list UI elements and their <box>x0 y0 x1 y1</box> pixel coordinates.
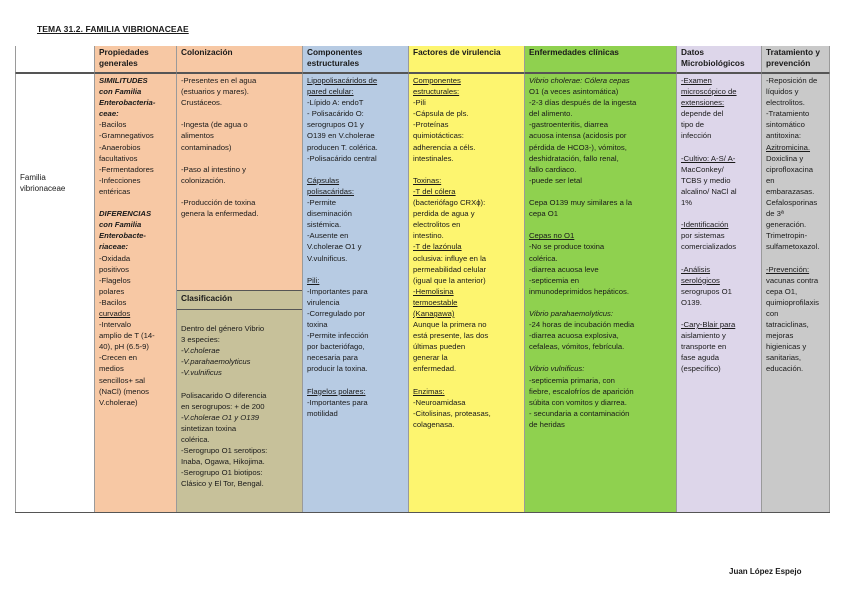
colonizacion-line: colonización. <box>181 175 226 185</box>
componentes-line: V.cholerae O1 y <box>307 242 362 252</box>
factores-line: colagenasa. <box>413 419 455 429</box>
enfermedades-line: -No se produce toxina <box>529 242 605 252</box>
cell-propiedades <box>95 73 177 513</box>
datos-line: depende del <box>681 109 724 119</box>
enfermedades-line: inmunodeprimidos hepáticos. <box>529 286 629 296</box>
tratamiento-line: sanitarias, <box>766 353 802 363</box>
componentes-line <box>307 375 404 386</box>
datos-line: -Cultivo: A-S/ A- <box>681 153 736 163</box>
table-bottom-border <box>15 512 830 513</box>
factores-line: -T del cólera <box>413 186 456 196</box>
componentes-line: producen T. colérica. <box>307 142 378 152</box>
clasificacion-line: -V.cholerae <box>181 346 220 356</box>
componentes-line: serogrupos O1 y <box>307 120 364 130</box>
factores-line <box>413 164 520 175</box>
tratamiento-line <box>766 253 825 264</box>
componentes-line: -Lípido A: endoT <box>307 98 364 108</box>
factores-line: está presente, las dos <box>413 331 489 341</box>
tratamiento-line: Trimetropin- <box>766 231 808 241</box>
propiedades-line: -Flagelos <box>99 275 131 285</box>
datos-line: 1% <box>681 198 693 208</box>
datos-line: TCBS y medio <box>681 175 731 185</box>
datos-line: serológicos <box>681 275 720 285</box>
enfermedades-line: cepa O1 <box>529 209 559 219</box>
enfermedades-line: cefaleas, vómitos, febrícula. <box>529 342 625 352</box>
factores-line: intestino. <box>413 231 444 241</box>
factores-line: intestinales. <box>413 153 454 163</box>
propiedades-line: -Gramnegativos <box>99 131 154 141</box>
tratamiento-line: tatraciclinas, <box>766 320 809 330</box>
datos-line <box>681 208 757 219</box>
propiedades-line: positivos <box>99 264 129 274</box>
componentes-line: pared celular: <box>307 87 354 97</box>
componentes-line: V.vulnificus. <box>307 253 348 263</box>
propiedades-line: amplio de T (14- <box>99 331 155 341</box>
header-empty <box>15 46 95 73</box>
factores-line: Componentes <box>413 76 461 85</box>
factores-line: generar la <box>413 353 448 363</box>
enfermedades-line: O1 (a veces asintomática) <box>529 87 619 97</box>
tratamiento-line: antitoxina: <box>766 131 802 141</box>
datos-line: infección <box>681 131 712 141</box>
datos-line: O139. <box>681 297 702 307</box>
componentes-line: diseminación <box>307 209 352 219</box>
clasificacion-header: Clasificación <box>177 290 302 310</box>
componentes-line: -Corregulado por <box>307 308 366 318</box>
propiedades-line: con Familia <box>99 220 142 230</box>
propiedades-line: (NaCl) (menos <box>99 386 149 396</box>
datos-line: comercializados <box>681 242 737 252</box>
factores-line: electrolitos en <box>413 220 461 230</box>
componentes-line: - Polisacárido O: <box>307 109 364 119</box>
enfermedades-line <box>529 186 672 197</box>
tratamiento-line: ciprofloxacina <box>766 164 814 174</box>
tratamiento-line: electrolitos. <box>766 98 805 108</box>
propiedades-line: -Oxidada <box>99 253 131 263</box>
enfermedades-line: -septicemia primaria, con <box>529 375 615 385</box>
colonizacion-line: contaminados) <box>181 142 232 152</box>
clasificacion-line: Polisacarido O diferencia <box>181 390 267 400</box>
datos-line: -Examen <box>681 76 712 85</box>
componentes-line: -Permite infección <box>307 331 369 341</box>
header-enfermedades: Enfermedades clínicas <box>525 46 677 73</box>
tratamiento-line: Doxiclina y <box>766 153 804 163</box>
componentes-line: Cápsulas <box>307 175 340 185</box>
factores-line: quimiotácticas: <box>413 131 464 141</box>
componentes-line: -Ausente en <box>307 231 349 241</box>
datos-line: fase aguda <box>681 353 720 363</box>
componentes-line: por bacteriófago, <box>307 342 365 352</box>
componentes-line: Pili: <box>307 275 320 285</box>
datos-line <box>681 253 757 264</box>
propiedades-line: DIFERENCIAS <box>99 209 152 219</box>
header-componentes: Componentes estructurales <box>303 46 409 73</box>
enfermedades-line: -septicemia en <box>529 275 579 285</box>
factores-line: -Citolisinas, proteasas, <box>413 408 491 418</box>
componentes-line: O139 en V.cholerae <box>307 131 375 141</box>
propiedades-line: sencillos+ sal <box>99 375 145 385</box>
propiedades-line: medios <box>99 364 124 374</box>
clasificacion-line <box>181 379 298 390</box>
column-colonizacion <box>177 73 303 513</box>
propiedades-line: polares <box>99 286 125 296</box>
enfermedades-line: Cepa O139 muy similares a la <box>529 198 632 208</box>
propiedades-line: Enterobacte- <box>99 231 146 241</box>
datos-line: MacConkey/ <box>681 164 724 174</box>
colonizacion-line <box>181 108 298 119</box>
header-datos: Datos Microbiológicos <box>677 46 762 73</box>
cell-componentes <box>303 73 409 513</box>
tratamiento-line: generación. <box>766 220 807 230</box>
enfermedades-line: -24 horas de incubación media <box>529 320 635 330</box>
colonizacion-line: Crustáceos. <box>181 98 223 108</box>
tratamiento-line: quimioprofilaxis <box>766 297 819 307</box>
tratamiento-line: en <box>766 175 775 185</box>
componentes-line: Lipopolisacáridos de <box>307 76 378 85</box>
enfermedades-line: fiebre, escalofríos de aparición <box>529 386 634 396</box>
clasificacion-line: -V.cholerae O1 y O139 <box>181 412 260 422</box>
tratamiento-line: -Prevención: <box>766 264 810 274</box>
enfermedades-line <box>529 219 672 230</box>
clasificacion-line: -Serogrupo O1 serotipos: <box>181 446 268 456</box>
factores-line: Enzimas: <box>413 386 445 396</box>
datos-line <box>681 308 757 319</box>
colonizacion-line: (estuarios y mares). <box>181 87 249 97</box>
propiedades-line: con Familia <box>99 87 142 97</box>
componentes-line: -Importantes para <box>307 397 368 407</box>
factores-line: -Pili <box>413 98 426 108</box>
propiedades-line: 40), pH (6.5-9) <box>99 342 149 352</box>
datos-line <box>681 142 757 153</box>
componentes-line: toxina <box>307 320 328 330</box>
propiedades-line: -Bacilos <box>99 297 127 307</box>
clasificacion-line: 3 especies: <box>181 335 220 345</box>
clasificacion-line: colérica. <box>181 435 210 445</box>
tratamiento-line: sintomático <box>766 120 805 130</box>
cell-enfermedades <box>525 73 677 513</box>
enfermedades-line: pérdida de HCO3-), vómitos, <box>529 142 627 152</box>
colonizacion-line: -Presentes en el agua <box>181 76 257 85</box>
header-colonizacion: Colonización <box>177 46 303 73</box>
enfermedades-line: -diarrea acuosa leve <box>529 264 599 274</box>
datos-line: serogrupos O1 <box>681 286 732 296</box>
cell-factores <box>409 73 525 513</box>
componentes-line: polisacáridas: <box>307 186 355 196</box>
factores-line: (bacteriófago CRXϕ): <box>413 198 486 208</box>
factores-line: estructurales: <box>413 87 460 97</box>
componentes-line: Flagelos polares: <box>307 386 366 396</box>
propiedades-line: -Fermentadores <box>99 164 154 174</box>
enfermedades-line <box>529 352 672 363</box>
enfermedades-line: -diarrea acuosa explosiva, <box>529 331 619 341</box>
propiedades-line <box>99 197 172 208</box>
cell-datos <box>677 73 762 513</box>
cell-clasificacion <box>177 310 302 513</box>
factores-line: Aunque la primera no <box>413 320 487 330</box>
datos-line: -Cary-Blair para <box>681 320 736 330</box>
datos-line: microscópico de <box>681 87 737 97</box>
propiedades-line: SIMILITUDES <box>99 76 148 85</box>
enfermedades-line: Vibrio vulnificus: <box>529 364 585 374</box>
datos-line: -Análisis <box>681 264 711 274</box>
colonizacion-line: genera la enfermedad. <box>181 209 259 219</box>
clasificacion-line: -V.parahaemolyticus <box>181 357 251 367</box>
propiedades-line: -Intervalo <box>99 320 132 330</box>
propiedades-line: ceae: <box>99 109 119 119</box>
clasificacion-line: en serogrupos: + de 200 <box>181 401 265 411</box>
componentes-line: -Importantes para <box>307 286 368 296</box>
propiedades-line: entéricas <box>99 186 131 196</box>
factores-line: -Hemolisina <box>413 286 454 296</box>
tratamiento-line: vacunas contra <box>766 275 819 285</box>
propiedades-line: facultativos <box>99 153 138 163</box>
enfermedades-line: colérica. <box>529 253 558 263</box>
enfermedades-line: -2-3 días después de la ingesta <box>529 98 637 108</box>
enfermedades-line: súbita con vomitos y diarrea. <box>529 397 627 407</box>
componentes-line: motilidad <box>307 408 338 418</box>
enfermedades-line: fallo cardiaco. <box>529 164 577 174</box>
enfermedades-line: acuosa intensa (acidosis por <box>529 131 627 141</box>
factores-line <box>413 375 520 386</box>
componentes-line: -Polisacárido central <box>307 153 377 163</box>
datos-line: -Identificación <box>681 220 729 230</box>
tratamiento-line: sulfametoxazol. <box>766 242 820 252</box>
enfermedades-line <box>529 297 672 308</box>
tratamiento-line: de 3ª <box>766 209 784 219</box>
datos-line: aislamiento y <box>681 331 726 341</box>
factores-line: perdida de agua y <box>413 209 475 219</box>
tratamiento-line: mejoras <box>766 331 794 341</box>
tratamiento-line: líquidos y <box>766 87 799 97</box>
author-name: Juan López Espejo <box>729 567 802 576</box>
propiedades-line: -Anaerobios <box>99 142 141 152</box>
tratamiento-line: Cefalosporinas <box>766 198 818 208</box>
tratamiento-line: -Tratamiento <box>766 109 810 119</box>
factores-line: (igual que la anterior) <box>413 275 486 285</box>
factores-line: -Proteínas <box>413 120 449 130</box>
componentes-line <box>307 264 404 275</box>
enfermedades-line: Vibrio parahaemolyticus: <box>529 308 614 318</box>
datos-line: extensiones: <box>681 98 725 108</box>
factores-line: últimas pueden <box>413 342 466 352</box>
propiedades-line: riaceae: <box>99 242 129 252</box>
factores-line: adherencia a céls. <box>413 142 476 152</box>
factores-line: oclusiva: influye en la <box>413 253 487 263</box>
propiedades-line: -Crecen en <box>99 353 138 363</box>
componentes-line: sistémica. <box>307 220 342 230</box>
factores-line: (Kanagawa) <box>413 308 455 318</box>
componentes-line: -Permite <box>307 198 337 208</box>
enfermedades-line: Cepas no O1 <box>529 231 575 241</box>
tratamiento-line: educación. <box>766 364 804 374</box>
enfermedades-line: del alimento. <box>529 109 573 119</box>
datos-line: tipo de <box>681 120 705 130</box>
factores-line: termoestable <box>413 297 458 307</box>
componentes-line: necesaria para <box>307 353 358 363</box>
enfermedades-line: -gastroenteritis, diarrea <box>529 120 609 130</box>
tratamiento-line: -Reposición de <box>766 76 818 85</box>
tratamiento-line: con <box>766 308 779 318</box>
componentes-line: producir la toxina. <box>307 364 368 374</box>
clasificacion-line: sintetizan toxina <box>181 423 237 433</box>
clasificacion-line <box>181 312 298 323</box>
datos-line: (específico) <box>681 364 721 374</box>
tratamiento-line: embarazasas. <box>766 186 815 196</box>
clasificacion-line: -Serogrupo O1 biotipos: <box>181 468 263 478</box>
colonizacion-line: -Paso al intestino y <box>181 164 246 174</box>
datos-line: transporte en <box>681 342 727 352</box>
colonizacion-line <box>181 153 298 164</box>
enfermedades-line: - secundaria a contaminación <box>529 408 630 418</box>
header-tratamiento: Tratamiento y prevención <box>762 46 830 73</box>
colonizacion-line: -Producción de toxina <box>181 198 256 208</box>
datos-line: por sistemas <box>681 231 725 241</box>
enfermedades-line: deshidratación, fallo renal, <box>529 153 619 163</box>
factores-line: -Cápsula de pls. <box>413 109 469 119</box>
propiedades-line: -Bacilos <box>99 120 127 130</box>
tratamiento-line: cepa O1, <box>766 286 798 296</box>
factores-line: permeabilidad celular <box>413 264 487 274</box>
tratamiento-line: higienicas y <box>766 342 807 352</box>
factores-line: enfermedad. <box>413 364 457 374</box>
colonizacion-line: -Ingesta (de agua o <box>181 120 248 130</box>
factores-line: Toxinas: <box>413 175 442 185</box>
factores-line: -T de lazónula <box>413 242 462 252</box>
datos-line: alcalino/ NaCl al <box>681 186 737 196</box>
factores-line: -Neuroamidasa <box>413 397 466 407</box>
enfermedades-line: Vibrio cholerae: Cólera cepas <box>529 76 630 85</box>
clasificacion-line: Clásico y El Tor, Bengal. <box>181 479 264 489</box>
header-propiedades: Propiedades generales <box>95 46 177 73</box>
cell-tratamiento <box>762 73 830 513</box>
row-label: Familia vibrionaceae <box>15 73 95 513</box>
propiedades-line: V.cholerae) <box>99 397 138 407</box>
page-title: TEMA 31.2. FAMILIA VIBRIONACEAE <box>37 24 189 34</box>
clasificacion-line: -V.vulnificus <box>181 368 222 378</box>
cell-colonizacion <box>177 74 302 290</box>
clasificacion-line: Inaba, Ogawa, Hikojima. <box>181 457 265 467</box>
enfermedades-line: -puede ser letal <box>529 175 582 185</box>
header-factores: Factores de virulencia <box>409 46 525 73</box>
clasificacion-line: Dentro del género Vibrio <box>181 324 265 334</box>
propiedades-line: curvados <box>99 308 131 318</box>
colonizacion-line: alimentos <box>181 131 214 141</box>
propiedades-line: -Infecciones <box>99 175 141 185</box>
componentes-line <box>307 164 404 175</box>
propiedades-line: Enterobacteria- <box>99 98 156 108</box>
tratamiento-line: Azitromicina. <box>766 142 811 152</box>
componentes-line: virulencia <box>307 297 340 307</box>
summary-table <box>15 46 830 513</box>
enfermedades-line: de heridas <box>529 419 565 429</box>
colonizacion-line <box>181 186 298 197</box>
